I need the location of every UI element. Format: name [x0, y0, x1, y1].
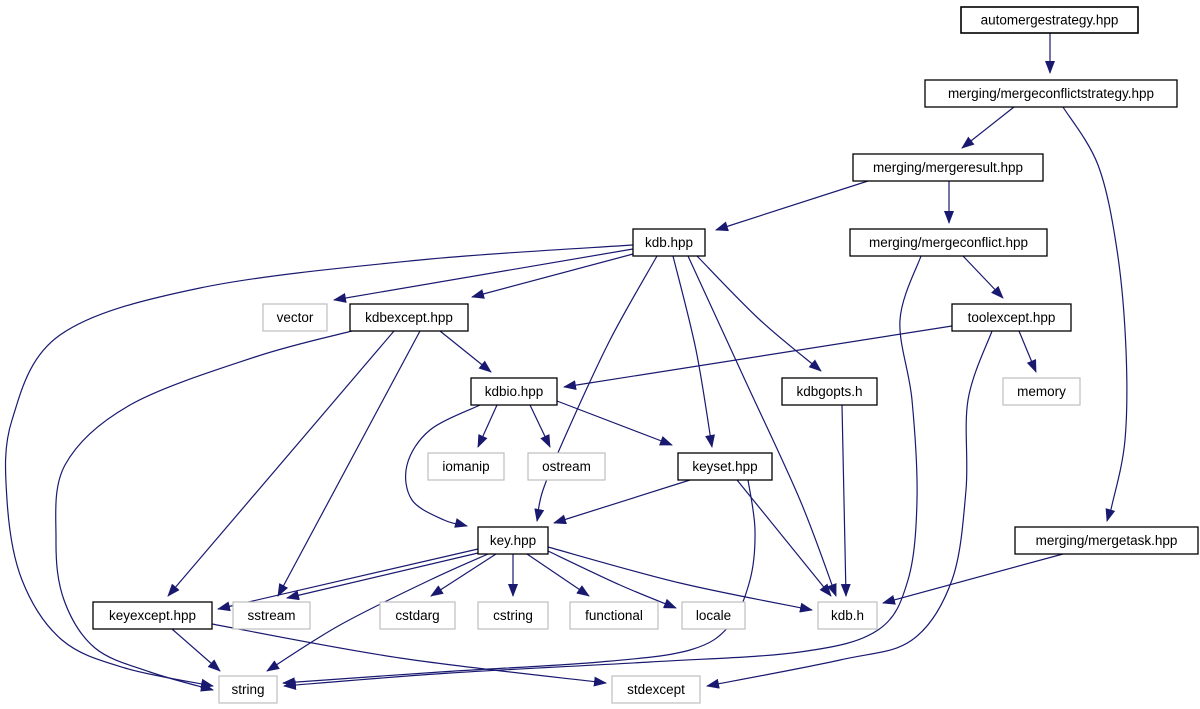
- edge-mergetask-to-kdbh: [883, 554, 1063, 603]
- edge-keyset-to-string: [283, 480, 755, 683]
- node-stdexcept-label: stdexcept: [627, 682, 685, 698]
- edge-kdbhpp-to-kdbgopts: [697, 256, 821, 371]
- edge-kdbexcept-to-string: [56, 331, 352, 690]
- node-locale-label: locale: [695, 608, 732, 624]
- edge-kdbio-to-keyset: [557, 401, 672, 445]
- edge-key-to-keyexcept: [218, 549, 478, 609]
- node-cstdarg-label: cstdarg: [395, 608, 440, 624]
- edge-kdbio-to-ostream: [530, 405, 550, 447]
- node-kdbexcept[interactable]: [350, 304, 468, 331]
- node-iomanip-label: iomanip: [442, 459, 490, 475]
- node-functional: [570, 602, 658, 629]
- node-keyset[interactable]: [678, 453, 772, 480]
- node-keyset-label: keyset.hpp: [692, 459, 758, 475]
- edge-key-to-functional: [527, 554, 589, 596]
- node-sstream-label: sstream: [247, 608, 296, 624]
- node-kdbhpp[interactable]: [633, 229, 705, 256]
- edge-kdbgopts-to-kdbh: [842, 405, 846, 596]
- edge-kdbexcept-to-sstream: [278, 331, 420, 596]
- node-ostream: [528, 453, 605, 480]
- node-automergestrategy-label: automergestrategy.hpp: [980, 12, 1119, 28]
- node-kdbhpp-label: kdb.hpp: [644, 235, 694, 251]
- node-toolexcept[interactable]: [952, 304, 1071, 331]
- edge-kdbhpp-to-kdbexcept: [472, 254, 633, 297]
- edge-mergeconflict-to-toolexcept: [963, 256, 1003, 298]
- node-kdbh-label: kdb.h: [830, 608, 865, 624]
- edge-kdbio-to-iomanip: [478, 405, 497, 447]
- node-string-label: string: [231, 682, 265, 698]
- node-kdbexcept-label: kdbexcept.hpp: [365, 310, 453, 326]
- node-key-label: key.hpp: [489, 533, 537, 549]
- edge-kdbhpp-to-kdbh: [688, 256, 836, 596]
- node-mergeresult[interactable]: [853, 154, 1043, 181]
- node-mergeconflictstrategy-label: merging/mergeconflictstrategy.hpp: [947, 86, 1155, 102]
- edge-toolexcept-to-memory: [1019, 331, 1036, 372]
- node-toolexcept-label: toolexcept.hpp: [967, 310, 1056, 326]
- node-cstring-label: cstring: [493, 608, 533, 624]
- node-kdbgopts-label: kdbgopts.h: [796, 384, 863, 400]
- edge-key-to-kdbh: [548, 547, 812, 610]
- node-mergeconflict[interactable]: [850, 229, 1047, 256]
- edge-keyexcept-to-string: [172, 629, 220, 671]
- node-locale: [682, 602, 745, 629]
- node-string: [219, 676, 277, 703]
- node-sstream: [233, 602, 310, 629]
- edge-key-to-locale: [548, 551, 676, 608]
- edge-mergeresult-to-kdbhpp: [716, 181, 868, 230]
- edge-kdbhpp-to-keyset: [673, 256, 712, 447]
- node-kdbio[interactable]: [471, 378, 557, 405]
- edge-mergeconflictstrategy-to-mergetask: [1063, 107, 1127, 521]
- node-kdbio-label: kdbio.hpp: [484, 384, 544, 400]
- edge-toolexcept-to-kdbio: [564, 326, 952, 387]
- edge-keyset-to-key: [554, 480, 690, 523]
- node-vector: [263, 304, 327, 331]
- node-automergestrategy: [961, 7, 1138, 33]
- node-key[interactable]: [478, 527, 548, 554]
- edge-kdbexcept-to-keyexcept: [168, 331, 394, 596]
- node-mergeconflict-label: merging/mergeconflict.hpp: [868, 235, 1029, 251]
- node-stdexcept: [612, 676, 700, 703]
- node-mergeresult-label: merging/mergeresult.hpp: [872, 160, 1024, 176]
- edge-kdbhpp-to-vector: [334, 249, 633, 300]
- edge-key-to-sstream: [287, 553, 478, 598]
- node-cstdarg: [380, 602, 455, 629]
- node-memory: [1003, 378, 1080, 405]
- edge-mergeconflictstrategy-to-mergeresult: [962, 107, 1014, 148]
- node-kdbh: [818, 602, 877, 629]
- node-keyexcept-label: keyexcept.hpp: [108, 608, 197, 624]
- edge-kdbexcept-to-kdbio: [440, 331, 491, 372]
- node-mergetask[interactable]: [1015, 527, 1198, 554]
- node-keyexcept[interactable]: [93, 602, 212, 629]
- node-cstring: [478, 602, 548, 629]
- node-ostream-label: ostream: [542, 459, 591, 475]
- node-memory-label: memory: [1017, 384, 1066, 400]
- node-kdbgopts[interactable]: [782, 378, 877, 405]
- node-mergeconflictstrategy[interactable]: [925, 80, 1177, 107]
- node-vector-label: vector: [276, 310, 314, 326]
- node-iomanip: [428, 453, 504, 480]
- node-mergetask-label: merging/mergetask.hpp: [1035, 533, 1178, 549]
- node-functional-label: functional: [585, 608, 643, 624]
